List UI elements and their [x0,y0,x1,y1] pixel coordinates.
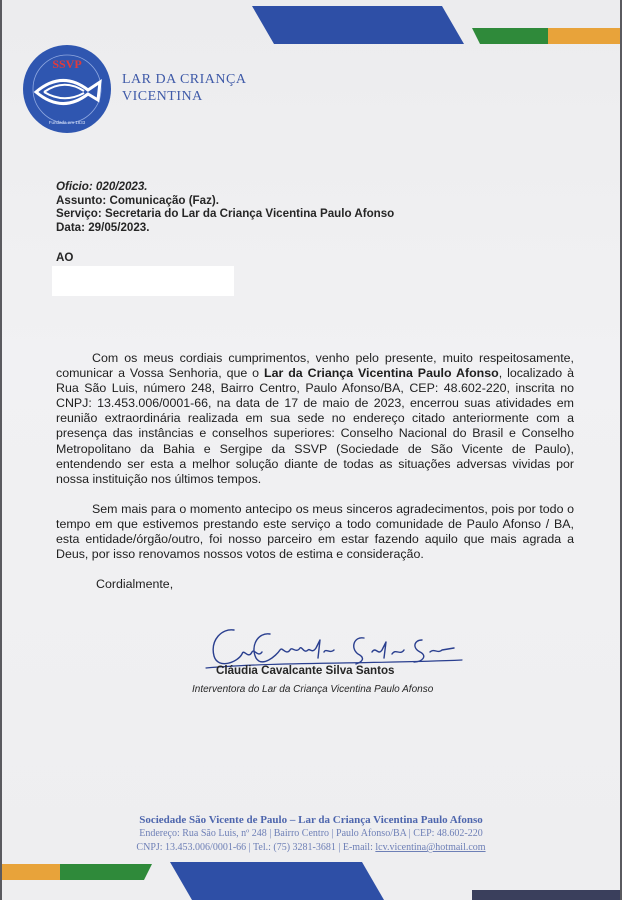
redacted-addressee [52,266,234,296]
footer-email-link[interactable]: lcv.vicentina@hotmail.com [375,842,486,853]
footer-address-line: Endereço: Rua São Luis, nº 248 | Bairro Centro | Paulo Afonso/BA | CEP: 48.602-220 [139,828,483,839]
document-header [56,180,394,234]
bottom-color-band [2,852,620,900]
service-line: Serviço: Secretaria do Lar da Criança Vicentina Paulo Afonso [56,207,395,220]
addressee-label: AO [56,251,74,264]
svg-text:SSVP: SSVP [52,57,82,71]
signatory-role: Interventora do Lar da Criança Vicentina Paulo Afonso [192,684,434,695]
subject-line: Assunto: Comunicação (Faz). [56,193,219,207]
org-name-line2: VICENTINA [122,89,203,104]
oficio-number: Oficio: 020/2023. [56,180,148,193]
date-line: Data: 29/05/2023. [56,220,150,234]
p2-text: Sem mais para o momento antecipo os meus sinceros agradecimentos, pois por todo o tempo em que estivemos prestando este serviço a todo comunidade de Paulo Afonso / BA, esta entidade/órgão/outro, foi nosso parceiro em estar fazendo aquilo que mais agrada a Deus, por isso renovamos nossos votos de estima e consideração. [56,502,574,562]
p1-institution-name: Lar da Criança Vicentina Paulo Afonso [264,366,499,381]
p1-text-b: , localizado à Rua São Luis, número 248, Bairro Centro, Paulo Afonso/BA, CEP: 48.602-220, inscrita no CNPJ: 13.453.006/0001-66, na data de 17 de maio de 2023, encerrou suas atividades em reunião extraordinária realizada em sua sede no endereço citado anteriormente com a presença das instâncias e conselhos superiores: Conselho Nacional do Brasil e Conselho Metropolitano da Bahia e Sergipe da SSVP (Sociedade de São Vicente de Paulo), entendendo ser esta a melhor solução diante de todas as situações adversas vividas por nossa instituição nos últimos tempos. [56,366,575,486]
ssvp-logo [22,44,112,134]
footer-contact-prefix: CNPJ: 13.453.006/0001-66 | Tel.: (75) 3281-3681 | E-mail: [136,842,376,853]
body-paragraph-1 [56,351,574,487]
signatory-name: Cláudia Cavalcante Silva Santos [216,664,395,677]
svg-text:Fundada em 1833: Fundada em 1833 [48,120,86,125]
footer-org-line: Sociedade São Vicente de Paulo – Lar da Criança Vicentina Paulo Afonso [139,814,483,826]
org-name-line1: LAR DA CRIANÇA [122,72,247,87]
letter-page [2,0,620,900]
closing-salutation: Cordialmente, [96,577,174,591]
body-paragraph-2 [56,502,574,562]
p1-text-a: Com os meus cordiais cumprimentos, venho pelo presente, muito respeitosamente, comunicar a Vossa Senhoria, que o [56,351,574,381]
organization-name [122,71,246,105]
